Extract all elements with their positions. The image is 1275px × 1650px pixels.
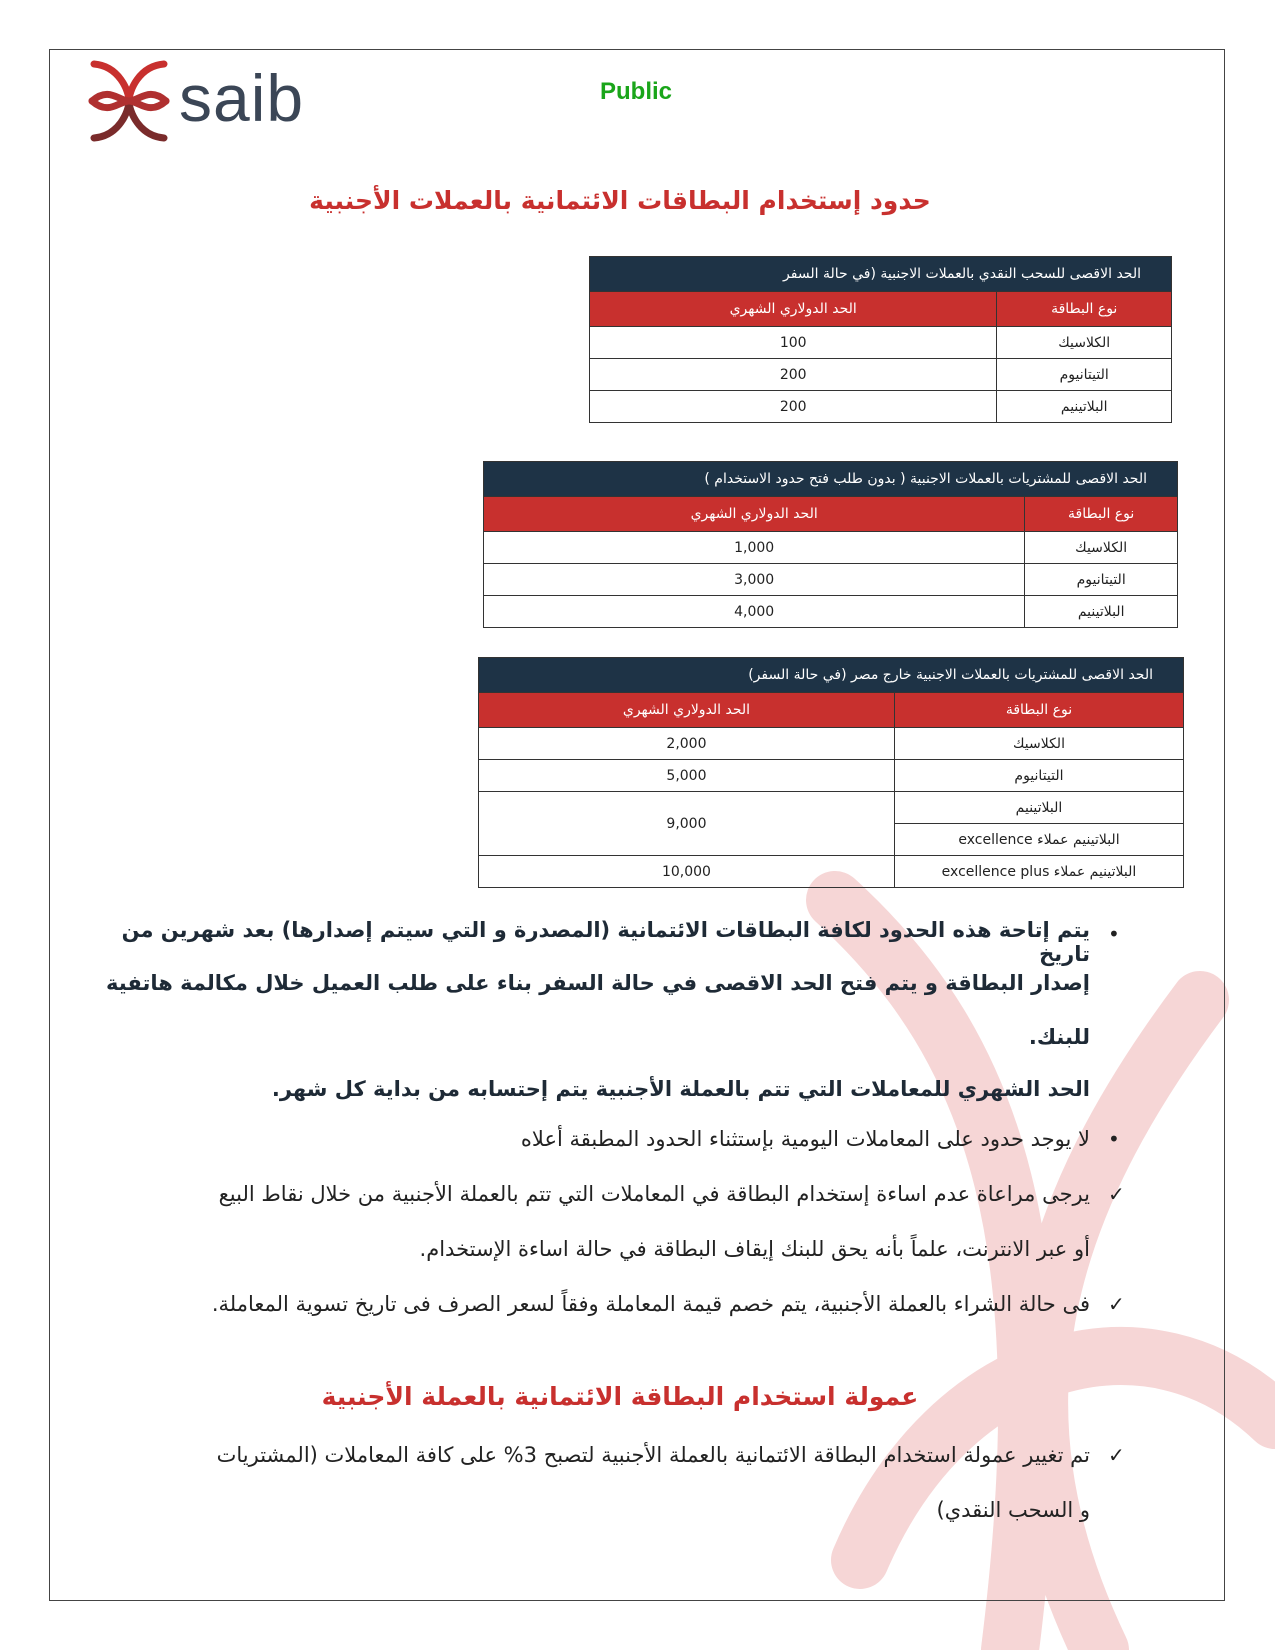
bullet-icon: • bbox=[1108, 1127, 1120, 1151]
note-line: للبنك. bbox=[1028, 1025, 1090, 1049]
note-line: الحد الشهري للمعاملات التي تتم بالعملة الأجنبية يتم إحتسابه من بداية كل شهر. bbox=[271, 1077, 1090, 1101]
note-line: يرجى مراعاة عدم اساءة إستخدام البطاقة في المعاملات التي تتم بالعملة الأجنبية من خلال نقاط البيع bbox=[218, 1182, 1090, 1206]
note-line: فى حالة الشراء بالعملة الأجنبية، يتم خصم قيمة المعاملة وفقاً لسعر الصرف فى تاريخ تسوية المعاملة. bbox=[211, 1292, 1090, 1316]
card-type: البلاتينيم عملاء excellence bbox=[894, 824, 1183, 856]
classification-label: Public bbox=[600, 78, 673, 105]
monthly-limit: 2,000 bbox=[479, 728, 895, 760]
cash-withdrawal-limits-table bbox=[589, 256, 1172, 423]
card-type: البلاتينيم bbox=[997, 391, 1172, 423]
table-caption: الحد الاقصى للمشتريات بالعملات الاجنبية ( بدون طلب فتح حدود الاستخدام ) bbox=[484, 462, 1178, 497]
table-row bbox=[479, 792, 1184, 824]
monthly-limit: 9,000 bbox=[479, 792, 895, 856]
bullet-icon: • bbox=[1108, 922, 1120, 946]
monthly-limit: 10,000 bbox=[479, 856, 895, 888]
saib-logo bbox=[84, 56, 324, 146]
commission-title: عمولة استخدام البطاقة الائتمانية بالعملة الأجنبية bbox=[321, 1382, 919, 1411]
table-row bbox=[590, 391, 1172, 423]
table-row bbox=[479, 728, 1184, 760]
note-line: و السحب النقدي) bbox=[936, 1498, 1090, 1522]
table-row bbox=[479, 760, 1184, 792]
table-row bbox=[484, 596, 1178, 628]
logo-wordmark: saib bbox=[179, 61, 305, 135]
checkmark-icon: ✓ bbox=[1108, 1292, 1125, 1316]
monthly-limit: 5,000 bbox=[479, 760, 895, 792]
table-row bbox=[590, 327, 1172, 359]
note-line: أو عبر الانترنت، علماً بأنه يحق للبنك إيقاف البطاقة في حالة اساءة الإستخدام. bbox=[419, 1237, 1090, 1261]
card-type: التيتانيوم bbox=[1025, 564, 1178, 596]
table-row bbox=[479, 856, 1184, 888]
note-line: لا يوجد حدود على المعاملات اليومية بإستثناء الحدود المطبقة أعلاه bbox=[520, 1127, 1090, 1151]
monthly-limit: 1,000 bbox=[484, 532, 1025, 564]
page-title: حدود إستخدام البطاقات الائتمانية بالعملات الأجنبية bbox=[309, 186, 931, 215]
column-header-limit: الحد الدولاري الشهري bbox=[484, 497, 1025, 532]
saib-mark-icon bbox=[84, 56, 174, 146]
column-header-limit: الحد الدولاري الشهري bbox=[479, 693, 895, 728]
card-type: التيتانيوم bbox=[894, 760, 1183, 792]
monthly-limit: 100 bbox=[590, 327, 997, 359]
table-row bbox=[484, 532, 1178, 564]
card-type: البلاتينيم bbox=[894, 792, 1183, 824]
purchase-limits-table bbox=[483, 461, 1178, 628]
column-header-type: نوع البطاقة bbox=[1025, 497, 1178, 532]
card-type: الكلاسيك bbox=[894, 728, 1183, 760]
travel-purchase-limits-table bbox=[478, 657, 1184, 888]
card-type: التيتانيوم bbox=[997, 359, 1172, 391]
checkmark-icon: ✓ bbox=[1108, 1443, 1125, 1467]
note-line: تم تغيير عمولة استخدام البطاقة الائتمانية بالعملة الأجنبية لتصبح 3% على كافة المعاملات (المشتريات bbox=[216, 1443, 1090, 1467]
table-caption: الحد الاقصى للمشتريات بالعملات الاجنبية خارج مصر (في حالة السفر) bbox=[479, 658, 1184, 693]
card-type: الكلاسيك bbox=[1025, 532, 1178, 564]
column-header-limit: الحد الدولاري الشهري bbox=[590, 292, 997, 327]
monthly-limit: 200 bbox=[590, 359, 997, 391]
card-type: البلاتينيم bbox=[1025, 596, 1178, 628]
checkmark-icon: ✓ bbox=[1108, 1182, 1125, 1206]
monthly-limit: 4,000 bbox=[484, 596, 1025, 628]
column-header-type: نوع البطاقة bbox=[894, 693, 1183, 728]
table-caption: الحد الاقصى للسحب النقدي بالعملات الاجنبية (في حالة السفر bbox=[590, 257, 1172, 292]
note-line: يتم إتاحة هذه الحدود لكافة البطاقات الائتمانية (المصدرة و التي سيتم إصدارها) بعد شهرين من تاريخ bbox=[121, 918, 1090, 966]
card-type: البلاتينيم عملاء excellence plus bbox=[894, 856, 1183, 888]
column-header-type: نوع البطاقة bbox=[997, 292, 1172, 327]
table-row bbox=[484, 564, 1178, 596]
card-type: الكلاسيك bbox=[997, 327, 1172, 359]
monthly-limit: 3,000 bbox=[484, 564, 1025, 596]
monthly-limit: 200 bbox=[590, 391, 997, 423]
note-line: إصدار البطاقة و يتم فتح الحد الاقصى في حالة السفر بناء على طلب العميل خلال مكالمة هاتفية bbox=[106, 971, 1090, 995]
table-row bbox=[590, 359, 1172, 391]
